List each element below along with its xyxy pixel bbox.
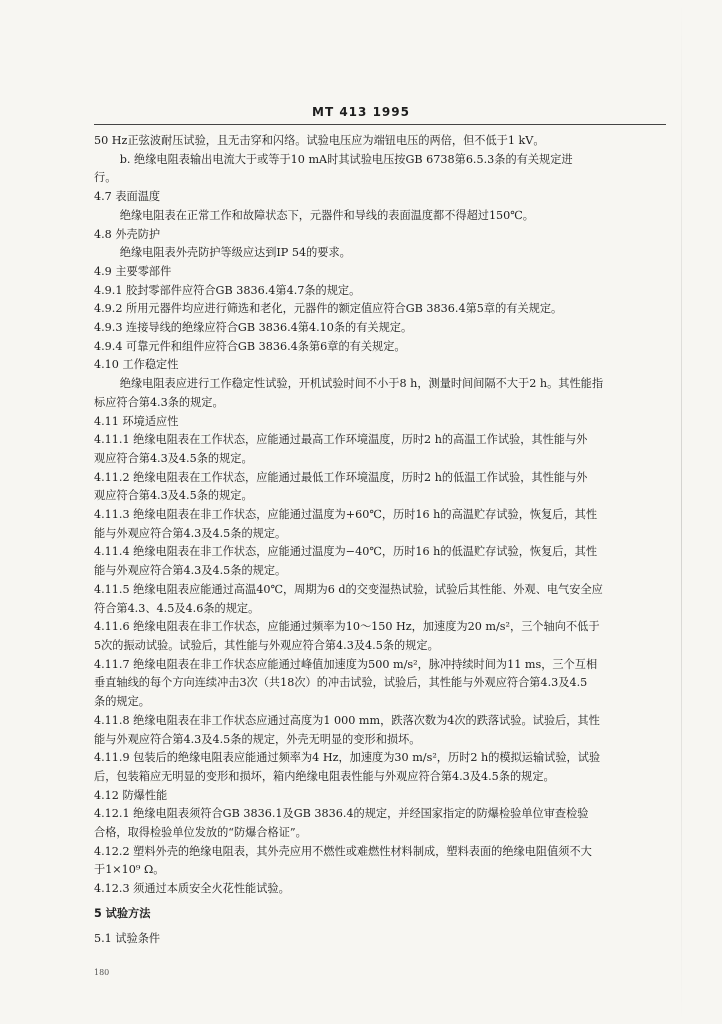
text-line: 50 Hz正弦波耐压试验，且无击穿和闪络。试验电压应为端钮电压的两倍，但不低于1 kV。 <box>94 134 545 147</box>
clause-line: 4.11.8 绝缘电阻表在非工作状态应通过高度为1 000 mm，跌落次数为4次的跌落试验。试验后，其性 <box>94 713 600 727</box>
section-heading: 4.12 防爆性能 <box>94 788 168 802</box>
clause-line: 4.11.3 绝缘电阻表在非工作状态，应能通过温度为+60℃，历时16 h的高温贮存试验，恢复后，其性 <box>94 508 598 522</box>
clause-line: 4.9.1 胶封零部件应符合GB 3836.4第4.7条的规定。 <box>94 283 361 297</box>
text-line: 观应符合第4.3及4.5条的规定。 <box>94 489 253 503</box>
text-line: 绝缘电阻表应进行工作稳定性试验，开机试验时间不小于8 h，测量时间间隔不大于2 h。其性能指 <box>119 377 604 391</box>
section-heading: 5.1 试验条件 <box>94 931 161 945</box>
clause-line: 4.11.5 绝缘电阻表应能通过高温40℃，周期为6 d的交变湿热试验，试验后其性能、外观、电气安全应 <box>94 582 603 596</box>
text-line: 绝缘电阻表在正常工作和故障状态下，元器件和导线的表面温度都不得超过150℃。 <box>119 208 534 222</box>
clause-line: 4.11.1 绝缘电阻表在工作状态，应能通过最高工作环境温度，历时2 h的高温工作试验，其性能与外 <box>94 433 588 447</box>
text-line: 能与外观应符合第4.3及4.5条的规定。 <box>94 564 287 578</box>
section-heading: 4.8 外壳防护 <box>94 227 161 241</box>
header-rule <box>94 124 666 125</box>
text-line: 符合第4.3、4.5及4.6条的规定。 <box>94 601 260 615</box>
clause-line: 4.11.4 绝缘电阻表在非工作状态，应能通过温度为−40℃，历时16 h的低温贮存试验，恢复后，其性 <box>94 545 598 559</box>
clause-line: 4.11.7 绝缘电阻表在非工作状态应能通过峰值加速度为500 m/s²，脉冲持续时间为11 ms，三个互相 <box>94 657 598 671</box>
clause-line: 4.12.1 绝缘电阻表须符合GB 3836.1及GB 3836.4的规定，并经国家指定的防爆检验单位审查检验 <box>94 807 589 821</box>
text-line: 后，包装箱应无明显的变形和损坏，箱内绝缘电阻表性能与外观应符合第4.3及4.5条的规定。 <box>94 769 555 783</box>
text-line: 行。 <box>94 171 117 185</box>
text-line: 绝缘电阻表外壳防护等级应达到IP 54的要求。 <box>119 246 351 260</box>
clause-line: 4.12.2 塑料外壳的绝缘电阻表，其外壳应用不燃性或难燃性材料制成，塑料表面的绝缘电阻值须不大 <box>94 844 592 858</box>
section-heading: 4.9 主要零部件 <box>94 264 172 278</box>
text-line: 5次的振动试验。试验后，其性能与外观应符合第4.3及4.5条的规定。 <box>94 638 439 652</box>
clause-line: 4.9.2 所用元器件均应进行筛选和老化，元器件的额定值应符合GB 3836.4第5章的有关规定。 <box>94 302 563 316</box>
clause-line: 4.11.9 包装后的绝缘电阻表应能通过频率为4 Hz，加速度为30 m/s²，历时2 h的模拟运输试验，试验 <box>94 751 601 765</box>
text-line: 合格，取得检验单位发放的“防爆合格证”。 <box>94 826 307 840</box>
text-line: 条的规定。 <box>94 695 150 709</box>
document-body <box>94 132 666 948</box>
section-heading: 4.7 表面温度 <box>94 190 161 204</box>
clause-line: 4.9.3 连接导线的绝缘应符合GB 3836.4第4.10条的有关规定。 <box>94 321 413 335</box>
text-line: b. 绝缘电阻表输出电流大于或等于10 mA时其试验电压按GB 6738第6.5.3条的有关规定进 <box>119 152 573 166</box>
clause-line: 4.9.4 可靠元件和组件应符合GB 3836.4条第6章的有关规定。 <box>94 339 406 353</box>
clause-line: 4.12.3 须通过本质安全火花性能试验。 <box>94 882 290 896</box>
page-number: 180 <box>94 968 110 977</box>
text-line: 能与外观应符合第4.3及4.5条的规定，外壳无明显的变形和损坏。 <box>94 732 421 746</box>
chapter-heading: 5 试验方法 <box>94 906 151 920</box>
section-heading: 4.10 工作稳定性 <box>94 358 179 372</box>
clause-line: 4.11.2 绝缘电阻表在工作状态，应能通过最低工作环境温度，历时2 h的低温工作试验，其性能与外 <box>94 470 588 484</box>
page-header: MT 413 1995 <box>312 105 410 119</box>
text-line: 能与外观应符合第4.3及4.5条的规定。 <box>94 526 287 540</box>
text-line: 垂直轴线的每个方向连续冲击3次（共18次）的冲击试验，试验后，其性能与外观应符合第4.3及4.5 <box>94 676 588 690</box>
scan-shadow <box>681 0 682 1024</box>
text-line: 标应符合第4.3条的规定。 <box>94 395 224 409</box>
clause-line: 4.11.6 绝缘电阻表在非工作状态，应能通过频率为10～150 Hz，加速度为20 m/s²，三个轴向不低于 <box>94 620 600 634</box>
section-heading: 4.11 环境适应性 <box>94 414 179 428</box>
text-line: 于1×10⁹ Ω。 <box>94 863 165 877</box>
text-line: 观应符合第4.3及4.5条的规定。 <box>94 451 253 465</box>
